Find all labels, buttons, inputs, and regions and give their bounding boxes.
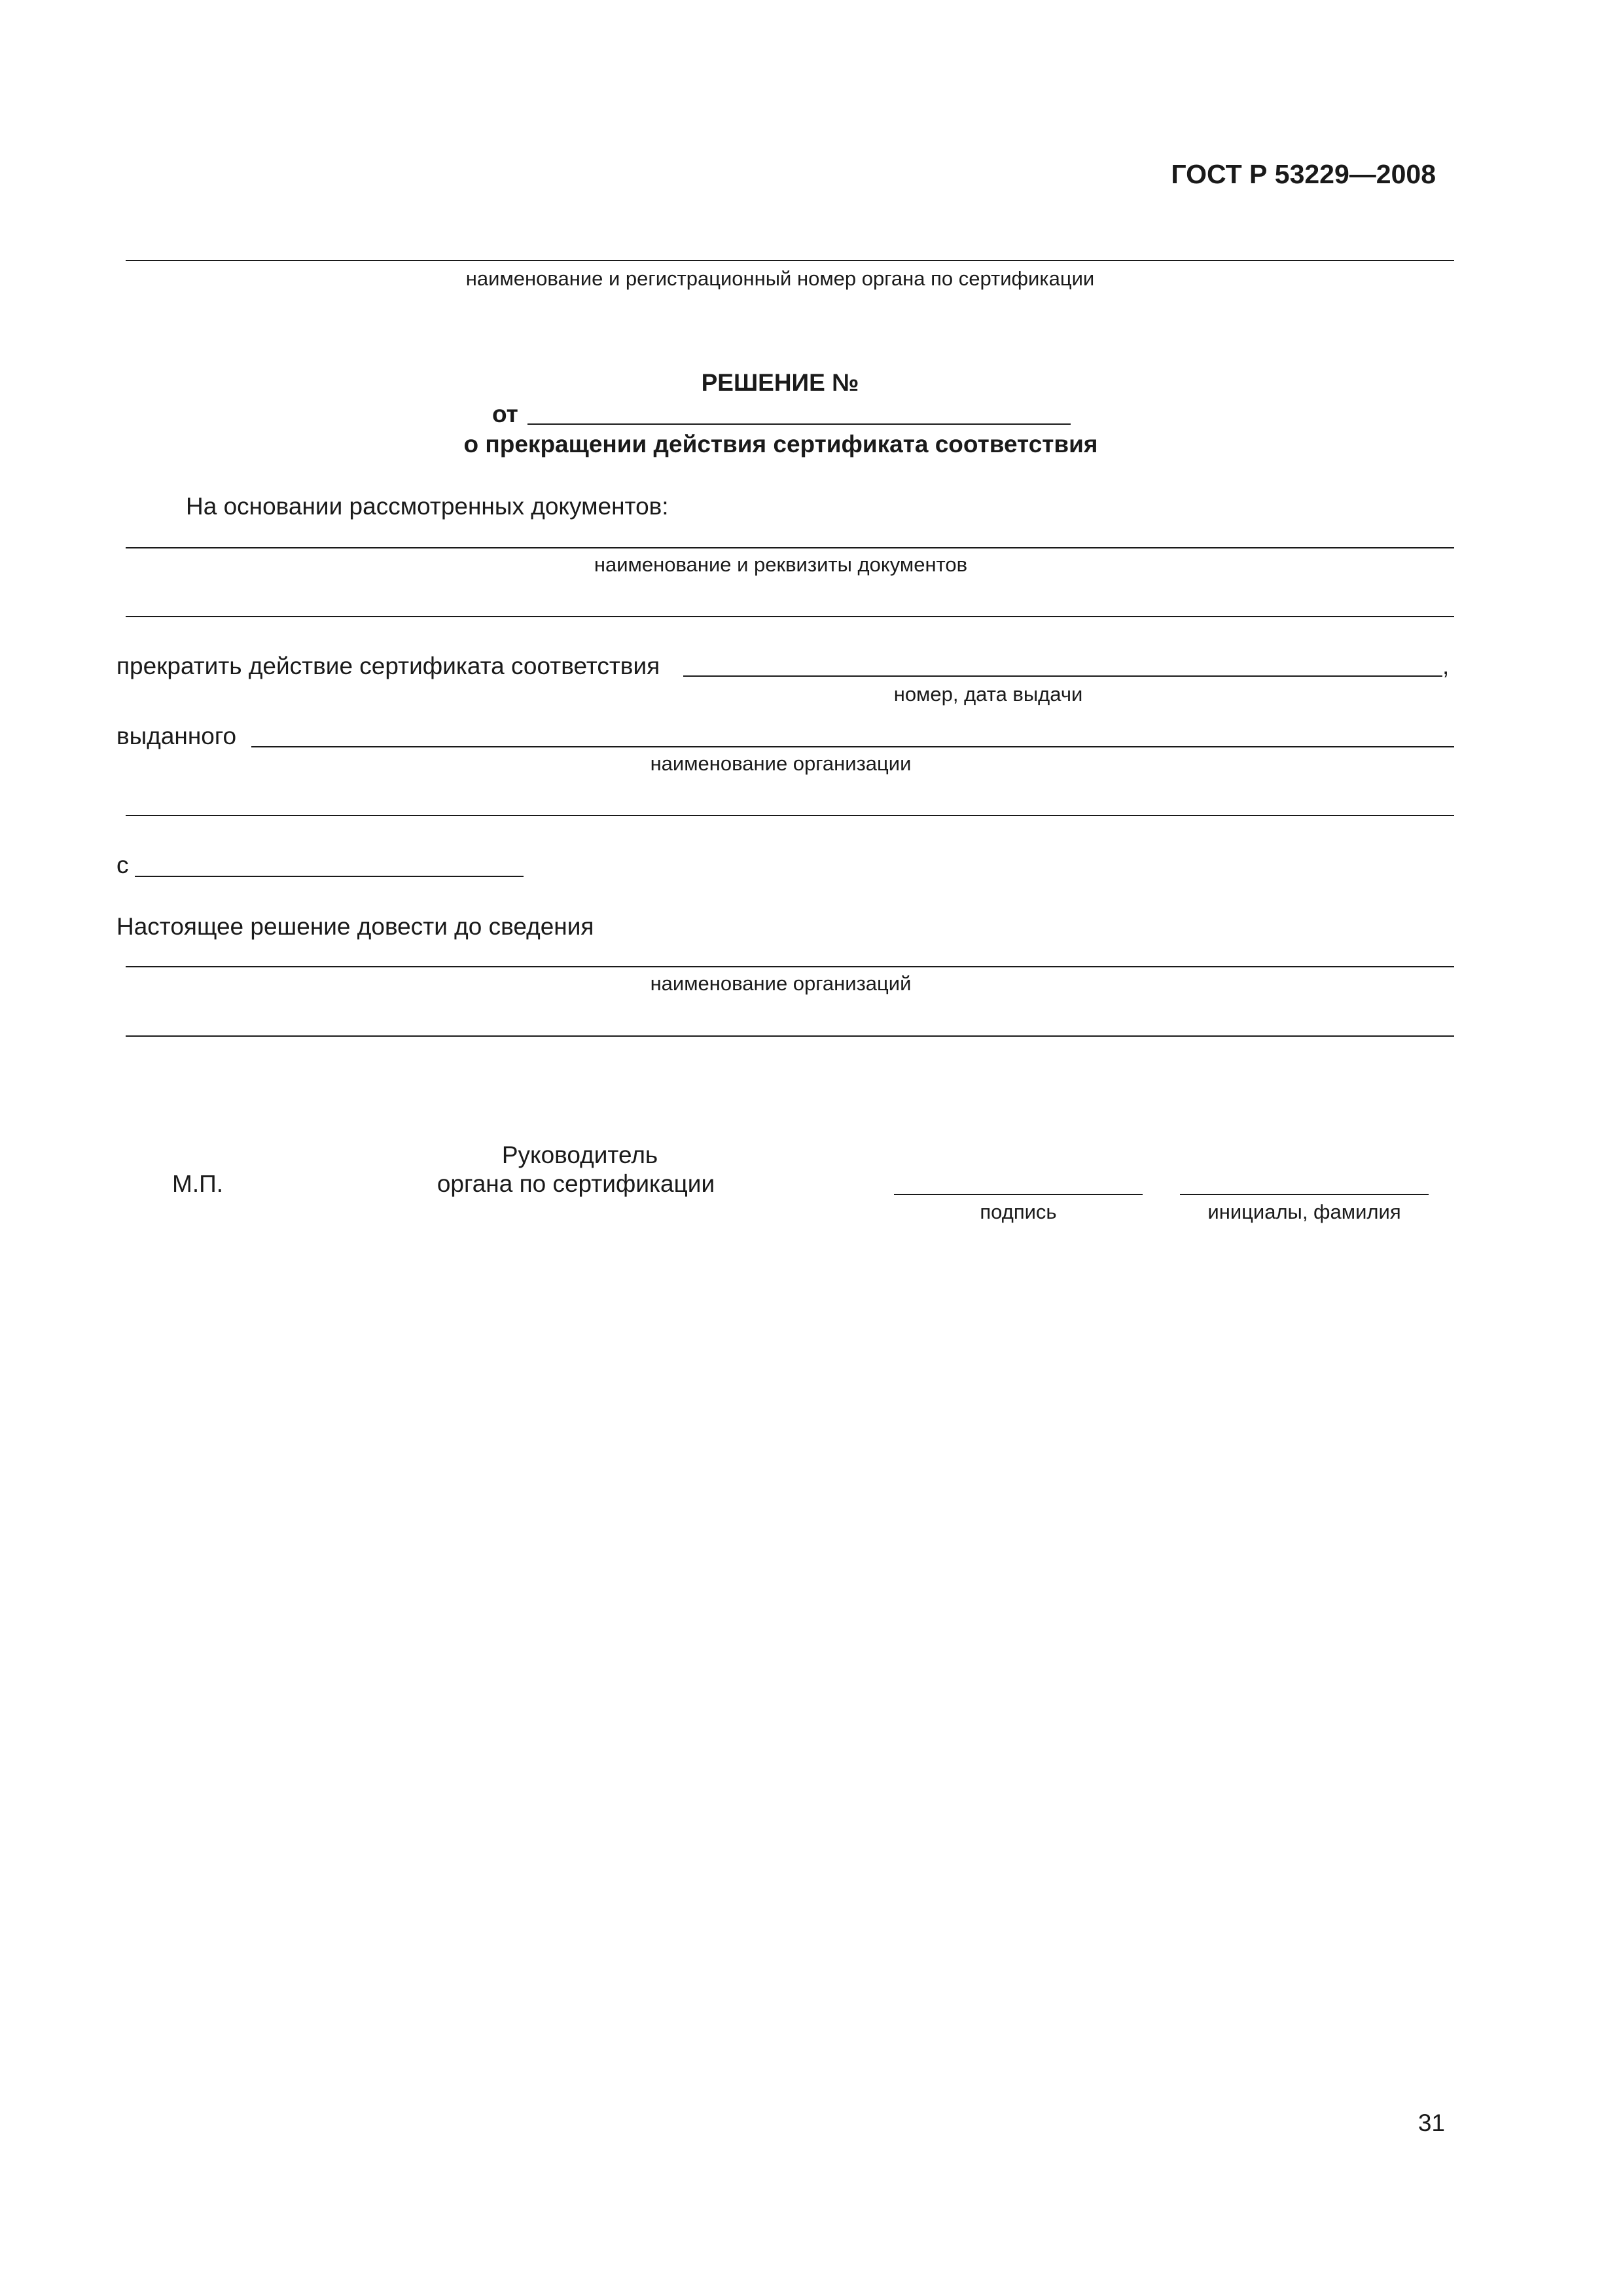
documents-field[interactable]: [126, 547, 1454, 548]
decision-date-field[interactable]: [527, 423, 1071, 425]
certificate-caption: номер, дата выдачи: [893, 683, 1083, 706]
seal-mark: М.П.: [172, 1170, 223, 1197]
documents-field-continued[interactable]: [126, 616, 1454, 617]
organization-field-continued[interactable]: [126, 815, 1454, 816]
signature-caption: подпись: [980, 1200, 1057, 1223]
certification-body-line: [126, 260, 1454, 261]
organizations-field-continued[interactable]: [126, 1035, 1454, 1037]
documents-caption: наименование и реквизиты документов: [594, 553, 968, 576]
terminate-text: прекратить действие сертификата соответствия: [116, 653, 660, 679]
name-field[interactable]: [1180, 1194, 1429, 1195]
certificate-number-field[interactable]: [683, 675, 1442, 677]
effective-date-field[interactable]: [135, 876, 524, 877]
page-number: 31: [1418, 2109, 1445, 2136]
standard-code: ГОСТ Р 53229—2008: [1171, 159, 1436, 189]
issued-text: выданного: [116, 723, 237, 749]
head-title-line1: Руководитель: [501, 1141, 658, 1168]
organization-caption: наименование организации: [650, 752, 912, 775]
signature-field[interactable]: [894, 1194, 1143, 1195]
basis-text: На основании рассмотренных документов:: [186, 493, 669, 520]
decision-subtitle: о прекращении действия сертификата соответствия: [463, 431, 1098, 457]
certification-body-caption: наименование и регистрационный номер органа по сертификации: [465, 267, 1095, 290]
date-prefix: от: [492, 401, 518, 427]
head-title-line2: органа по сертификации: [437, 1170, 715, 1197]
organization-field[interactable]: [251, 746, 1454, 747]
name-caption: инициалы, фамилия: [1207, 1200, 1401, 1223]
decision-title: РЕШЕНИЕ №: [701, 369, 859, 396]
organizations-field[interactable]: [126, 966, 1454, 967]
organizations-caption: наименование организаций: [650, 972, 912, 995]
from-text: с: [116, 852, 129, 878]
terminate-comma: ,: [1442, 653, 1450, 679]
notify-text: Настоящее решение довести до сведения: [116, 913, 594, 940]
